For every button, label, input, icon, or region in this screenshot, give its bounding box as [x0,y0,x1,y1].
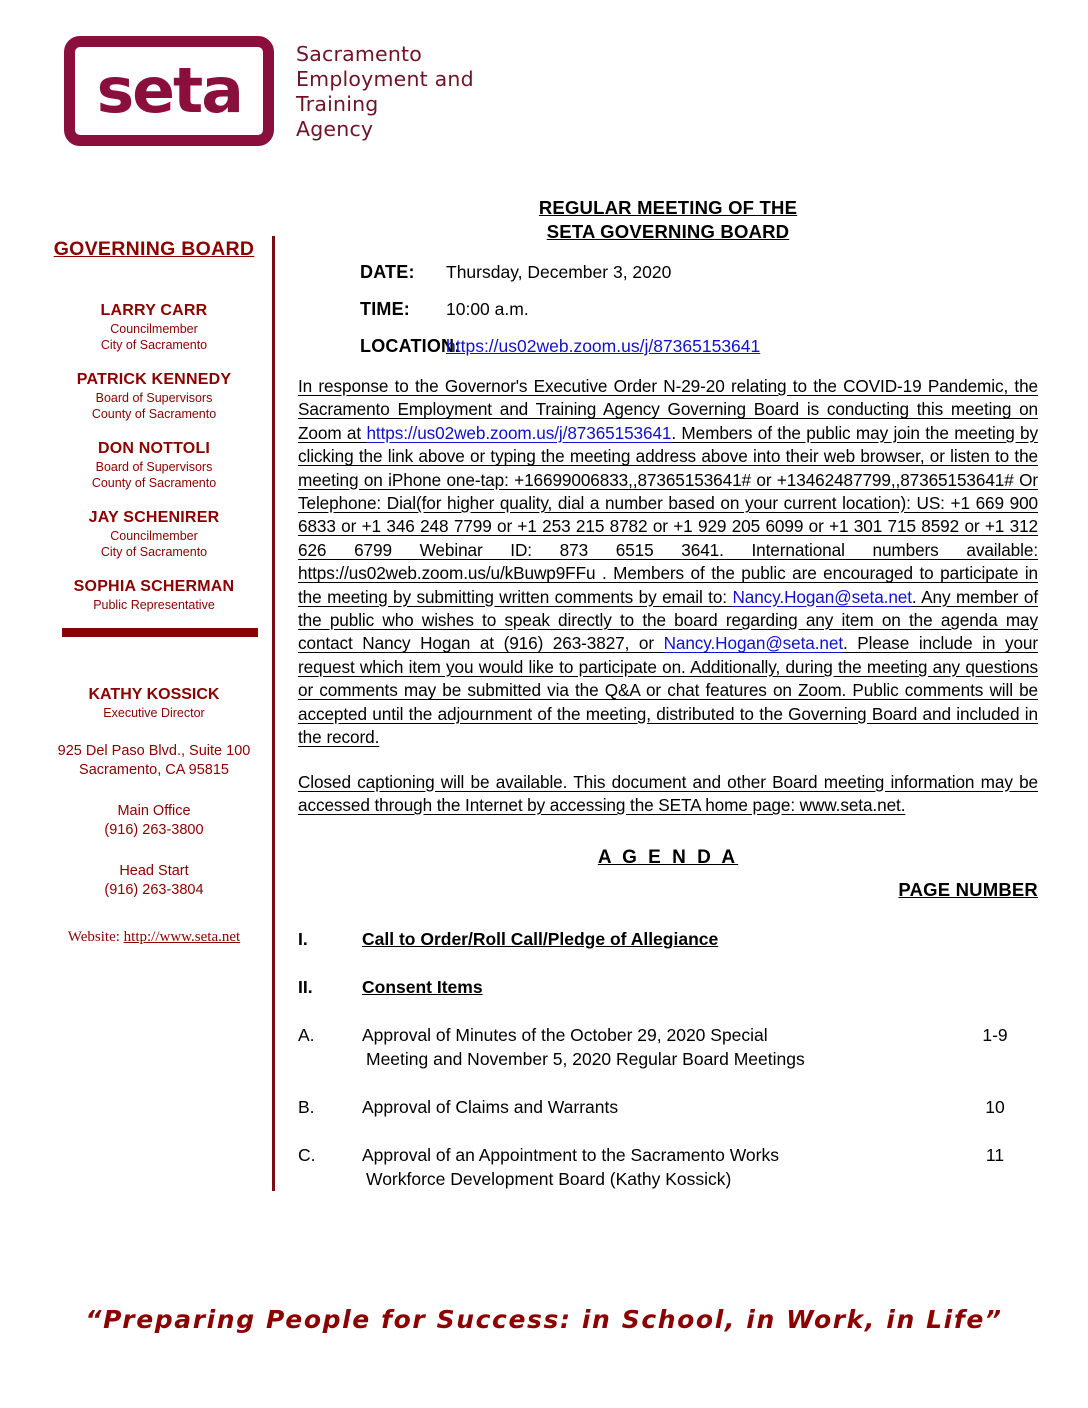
executive-director-title: Executive Director [103,706,205,720]
footer-tagline: “Preparing People for Success: in School, in Work, in Life” [85,1305,1003,1334]
zoom-meeting-link[interactable]: https://us02web.zoom.us/j/87365153641 [446,336,761,356]
agenda-item-title: Call to Order/Roll Call/Pledge of Allegiance [362,929,719,950]
agenda-item-title [362,1023,952,1071]
agenda-item-number: C. [298,1145,316,1166]
notice-part-1: In response to the Governor's Executive Order N-29-20 relating to the COVID-19 Pandemic, the Sacramento Employment and Training Agency Governing Board is conducting this meeting on Zoom at [298,376,1038,443]
meeting-location-row [298,336,1038,357]
board-member [40,301,268,353]
date-value: Thursday, December 3, 2020 [446,262,672,282]
time-value: 10:00 a.m. [446,299,529,319]
head-start-contact [40,862,268,900]
page-title-line-2: SETA GOVERNING BOARD [546,221,790,242]
agenda-item-page: 11 [985,1145,1005,1166]
board-member-role-2: City of Sacramento [100,545,208,559]
board-member-name: JAY SCHENIRER [88,509,220,526]
date-label: DATE: [360,262,415,282]
board-member [40,370,268,422]
board-member-role-2: County of Sacramento [91,476,217,490]
agency-name [296,42,474,142]
board-member-name: PATRICK KENNEDY [76,371,232,388]
agenda-item-title-line-1: Approval of Minutes of the October 29, 2020 Special [362,1025,768,1046]
agenda-item-page: 10 [985,1097,1005,1118]
main-office-phone: (916) 263-3800 [104,822,204,838]
board-member-name: DON NOTTOLI [97,440,211,457]
agenda-heading [298,847,1038,869]
sidebar-title: GOVERNING BOARD [53,238,255,260]
board-member-role-2: County of Sacramento [91,407,217,421]
agenda-item-title: Consent Items [362,977,483,998]
agenda-item-title-line-2: Workforce Development Board (Kathy Kossick) [366,1169,732,1190]
captioning-paragraph: Closed captioning will be available. This document and other Board meeting information may be accessed through the Internet by accessing the SETA home page: www.seta.net. [298,771,1038,815]
agenda-items-list [298,927,1038,1191]
main-office-label: Main Office [117,803,191,819]
sidebar-rule [62,628,258,637]
agenda-item-title [362,1143,952,1191]
website-label: Website: [67,929,120,945]
board-member-role-1: Board of Supervisors [95,460,213,474]
agenda-item-number: I. [298,929,308,950]
agenda-item[interactable] [298,975,1038,999]
page-title-line-1: REGULAR MEETING OF THE [538,197,798,218]
agenda-item-title-line-2: Meeting and November 5, 2020 Regular Board Meetings [366,1049,805,1070]
agenda-item-page: 1-9 [982,1025,1008,1046]
meeting-date-row [298,262,1038,283]
notice-part-4: . Please include in your request which item you would like to participate on. Additionally, during the meeting any questions or comments may be submitted via the Q&A or chat features on Zoom. Public comments will be accepted until the adjournment of the meeting, distributed to the Governing Board and included in the record. [298,633,1038,748]
board-member-role-1: Councilmember [110,529,198,543]
executive-director-name: KATHY KOSSICK [88,686,220,703]
notice-part-2: . Members of the public may join the meeting by clicking the link above or typing the meeting address above into their web browser, or listen to the meeting on iPhone one-tap: +16699006833,,87365153641# or +13462487799,,87365153641# Or Telephone: Dial(for higher quality, dial a number based on your current location): US: +1 669 900 6833 or +1 346 248 7799 or +1 253 215 8782 or +1 929 205 6099 or +1 301 715 8592 or +1 312 626 6799 Webinar ID: 873 6515 3641. International numbers available: https://us02web.zoom.us/u/kBuwp9FFu . Members of the public are encouraged to participate in the meeting by submitting written comments by email to: [298,422,1038,607]
address-line-1: 925 Del Paso Blvd., Suite 100 [57,743,251,759]
agency-contact-block [40,685,268,946]
agenda-item-number: A. [298,1025,315,1046]
agenda-item[interactable] [298,1143,1038,1191]
notice-part-3: . Any member of the public who wishes to speak directly to the board regarding any item on the agenda may contact Nancy Hogan at (916) 263-3827, or [298,586,1038,654]
website-link[interactable]: http://www.seta.net [123,929,241,945]
seta-logo [64,36,474,146]
board-member-role-1: Public Representative [93,598,215,612]
agenda-item-number: B. [298,1097,315,1118]
board-member-name: SOPHIA SCHERMAN [73,578,235,595]
board-member [40,439,268,491]
covid-notice-paragraph [298,375,1038,750]
main-content [298,196,1038,1215]
head-start-label: Head Start [119,863,189,879]
page-number-column-heading [298,879,1038,901]
agency-name-line-1: Sacramento [296,42,422,66]
nancy-hogan-email-link-1[interactable]: Nancy.Hogan@seta.net [732,586,912,607]
governing-board-sidebar [40,238,268,630]
board-member-name: LARRY CARR [100,302,208,319]
location-label: LOCATION: [360,336,461,356]
agency-name-line-4: Agency [296,117,374,141]
zoom-link-inline[interactable]: https://us02web.zoom.us/j/87365153641 [366,422,672,443]
sidebar-divider [272,236,275,1191]
board-member-role-1: Councilmember [110,322,198,336]
main-office-contact [40,802,268,840]
seta-logo-mark [64,36,274,146]
agenda-item-title: Approval of Claims and Warrants [362,1097,619,1118]
time-label: TIME: [360,299,410,319]
agency-address [40,742,268,780]
page-title [298,196,1038,244]
board-member [40,508,268,560]
agenda-item[interactable] [298,1023,1038,1071]
agenda-item-number: II. [298,977,313,998]
agenda-item-title-line-1: Approval of an Appointment to the Sacramento Works [362,1145,779,1166]
head-start-phone: (916) 263-3804 [104,882,204,898]
agenda-item[interactable] [298,927,1038,951]
agenda-heading-text: A G E N D A [597,847,739,869]
board-member-role-2: City of Sacramento [100,338,208,352]
nancy-hogan-email-link-2[interactable]: Nancy.Hogan@seta.net [663,633,844,654]
board-member-role-1: Board of Supervisors [95,391,213,405]
agency-name-line-2: Employment and [296,67,474,91]
location-value [446,336,760,357]
address-line-2: Sacramento, CA 95815 [79,762,229,778]
agency-name-line-3: Training [296,92,379,116]
board-member [40,577,268,613]
agenda-item[interactable] [298,1095,1038,1119]
website-row [40,928,268,946]
seta-wordmark: seta [96,54,242,127]
meeting-time-row [298,299,1038,320]
page-number-heading-text: PAGE NUMBER [898,879,1038,901]
